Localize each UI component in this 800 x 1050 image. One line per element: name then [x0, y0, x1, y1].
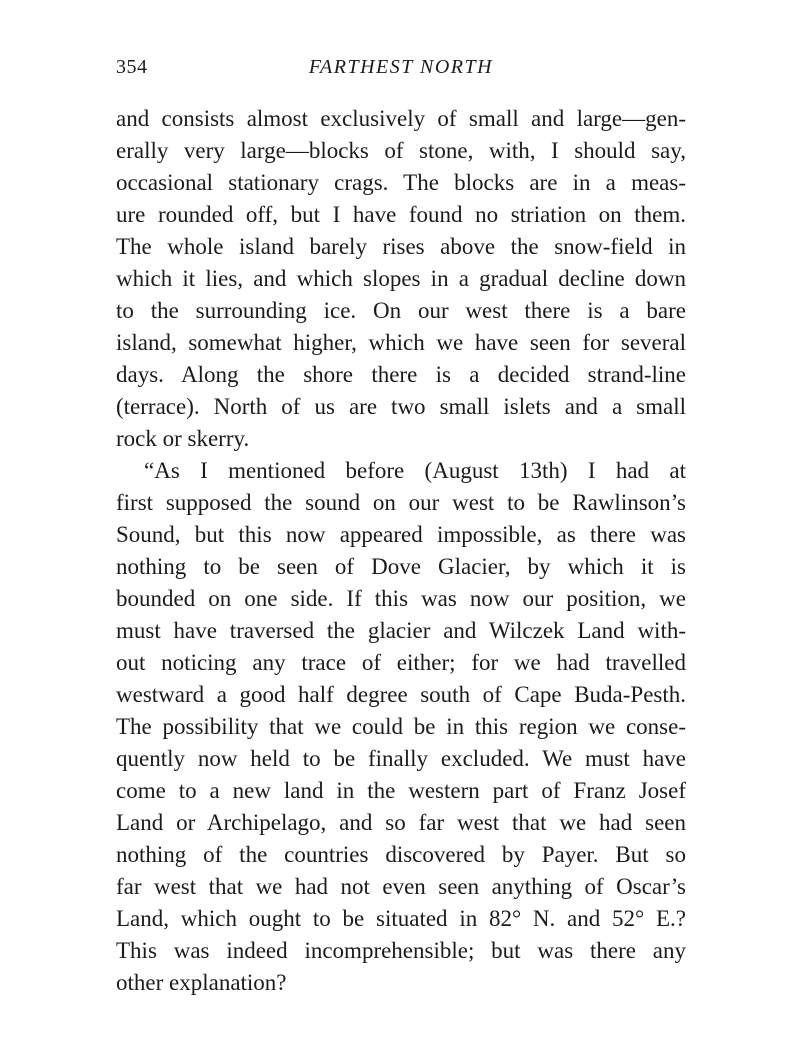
text-line: come to a new land in the western part of Franz Josef — [116, 778, 686, 803]
text-line: (terrace). North of us are two small islets and a small — [116, 394, 686, 419]
page-number: 354 — [116, 56, 148, 78]
text-line: island, somewhat higher, which we have seen for several — [116, 330, 686, 355]
text-line: nothing of the countries discovered by Payer. But so — [116, 842, 686, 867]
text-line: and consists almost exclusively of small and large—gen- — [116, 106, 686, 131]
text-line: out noticing any trace of either; for we had travelled — [116, 650, 686, 675]
text-line: bounded on one side. If this was now our position, we — [116, 586, 686, 611]
text-line: Land or Archipelago, and so far west that we had seen — [116, 810, 686, 835]
text-line: first supposed the sound on our west to be Rawlinson’s — [116, 490, 686, 515]
text-line: days. Along the shore there is a decided strand-line — [116, 362, 686, 387]
text-line: This was indeed incomprehensible; but was there any — [116, 938, 686, 963]
text-line: ure rounded off, but I have found no striation on them. — [116, 202, 686, 227]
text-line: occasional stationary crags. The blocks are in a meas- — [116, 170, 686, 195]
text-line: erally very large—blocks of stone, with, I should say, — [116, 138, 686, 163]
text-line: Land, which ought to be situated in 82° N. and 52° E.? — [116, 906, 686, 931]
text-line: The whole island barely rises above the snow-field in — [116, 234, 686, 259]
text-line: far west that we had not even seen anything of Oscar’s — [116, 874, 686, 899]
text-line: to the surrounding ice. On our west there is a bare — [116, 298, 686, 323]
text-line: nothing to be seen of Dove Glacier, by which it is — [116, 554, 686, 579]
running-head: FARTHEST NORTH — [308, 56, 494, 78]
paragraph-end-line: other explanation? — [116, 970, 287, 995]
paragraph-end-line: rock or skerry. — [116, 426, 250, 451]
text-line: must have traversed the glacier and Wilczek Land with- — [116, 618, 686, 643]
paragraph-start-line: “As I mentioned before (August 13th) I had at — [144, 458, 686, 483]
text-line: quently now held to be finally excluded. We must have — [116, 746, 686, 771]
body-text — [116, 103, 686, 999]
text-line: which it lies, and which slopes in a gradual decline down — [116, 266, 686, 291]
text-line: The possibility that we could be in this region we conse- — [116, 714, 686, 739]
text-line: Sound, but this now appeared impossible, as there was — [116, 522, 686, 547]
text-line: westward a good half degree south of Cape Buda-Pesth. — [116, 682, 686, 707]
page-header — [116, 56, 686, 86]
